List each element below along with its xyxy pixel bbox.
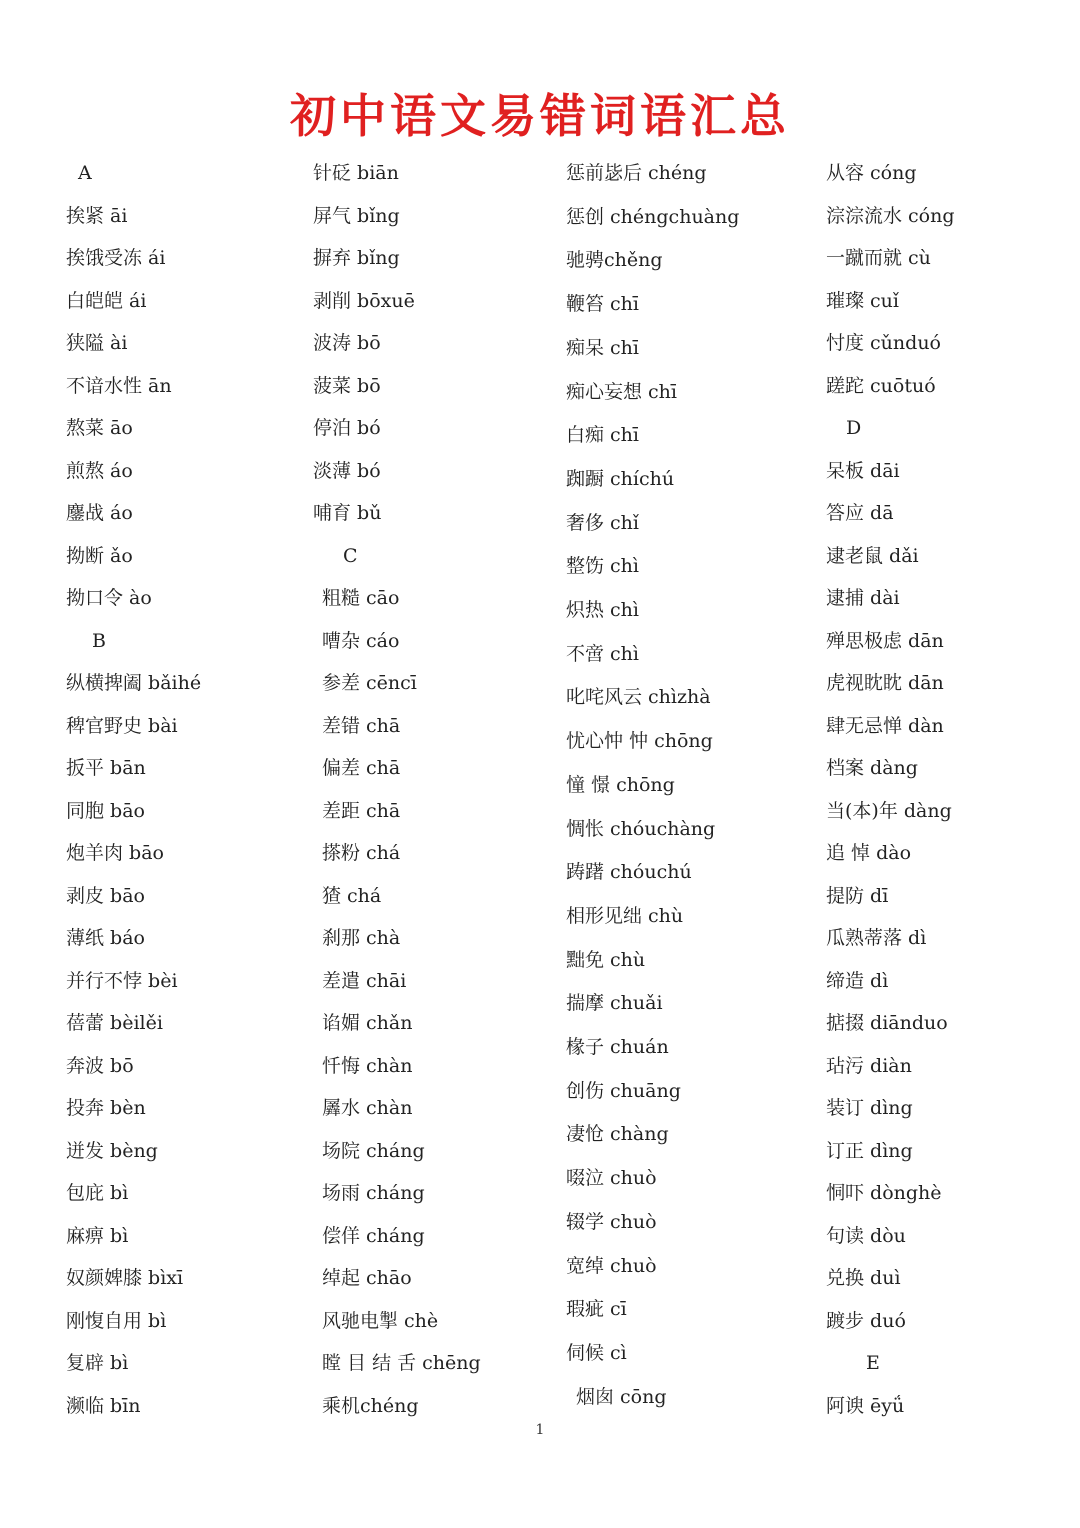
word-entry: 纵横捭阖 bǎihé: [66, 672, 202, 694]
word-entry: 伺候 cì: [566, 1341, 627, 1364]
word-entry: 惩前毖后 chéng: [566, 162, 707, 184]
word-entry: 惆怅 chóuchàng: [566, 817, 716, 840]
word-entry: 同胞 bāo: [66, 799, 145, 822]
word-entry: 黜免 chù: [566, 948, 646, 971]
word-entry: 嘈杂 cáo: [322, 629, 400, 652]
word-entry: 宽绰 chuò: [566, 1254, 657, 1277]
word-entry: 痴呆 chī: [566, 336, 639, 359]
section-letter: B: [92, 629, 106, 652]
word-entry: 档案 dàng: [826, 757, 918, 779]
word-entry: 装订 dìng: [826, 1097, 913, 1119]
word-entry: 扳平 bān: [66, 757, 146, 779]
word-entry: 谄媚 chǎn: [322, 1012, 413, 1034]
word-entry: 不啻 chì: [566, 642, 639, 665]
word-entry: 迸发 bèng: [66, 1139, 158, 1162]
word-entry: 投奔 bèn: [66, 1097, 146, 1119]
section-letter: D: [846, 417, 862, 439]
word-entry: 从容 cóng: [826, 162, 917, 184]
word-entry: 辍学 chuò: [566, 1210, 657, 1233]
page-number: 1: [535, 1422, 545, 1438]
word-entry: 忖度 cǔnduó: [826, 332, 941, 354]
word-entry: 剥削 bōxuē: [313, 289, 415, 312]
word-entry: 拗断 ǎo: [66, 544, 133, 567]
word-entry: 并行不悖 bèi: [66, 969, 178, 992]
word-entry: 熬菜 āo: [66, 417, 133, 439]
word-entry: 肆无忌惮 dàn: [826, 714, 944, 737]
word-entry: 鞭笞 chī: [566, 293, 639, 316]
word-entry: 针砭 biān: [313, 162, 399, 184]
word-entry: 烟囱 cōng: [576, 1385, 667, 1408]
word-entry: 璀璨 cuǐ: [826, 289, 899, 312]
word-entry: 答应 dā: [826, 502, 894, 524]
word-entry: 包庇 bì: [66, 1182, 129, 1204]
word-entry: 恫吓 dònghè: [826, 1182, 942, 1204]
word-entry: 场雨 cháng: [322, 1182, 425, 1204]
word-entry: 刚愎自用 bì: [66, 1309, 167, 1332]
word-entry: 忧心忡 忡 chōng: [566, 730, 713, 753]
word-entry: 风驰电掣 chè: [322, 1309, 439, 1332]
word-entry: 一蹴而就 cù: [826, 247, 931, 269]
word-entry: 当(本)年 dàng: [826, 799, 952, 822]
word-entry: 凄怆 chàng: [566, 1123, 669, 1146]
word-entry: 刹那 chà: [322, 927, 401, 949]
word-entry: 哺育 bǔ: [313, 502, 382, 524]
word-entry: 停泊 bó: [313, 417, 381, 439]
word-entry: 踌躇 chóuchú: [566, 861, 692, 884]
word-entry: 蹉跎 cuōtuó: [826, 374, 936, 397]
word-entry: 整饬 chì: [566, 555, 639, 578]
word-entry: 狭隘 ài: [66, 332, 128, 354]
word-entry: 揣摩 chuǎi: [566, 992, 663, 1015]
word-entry: 屏气 bǐng: [313, 204, 400, 227]
word-entry: 奢侈 chǐ: [566, 511, 639, 534]
word-entry: 缔造 dì: [826, 969, 889, 992]
word-entry: 波涛 bō: [313, 332, 381, 354]
word-entry: 摒弃 bǐng: [313, 247, 400, 269]
word-entry: 乘机chéng: [322, 1394, 419, 1417]
word-entry: 瑕疵 cī: [566, 1298, 627, 1321]
page-title: 初中语文易错词语汇总: [290, 89, 790, 143]
word-entry: 虎视眈眈 dān: [826, 672, 944, 694]
section-letter: A: [78, 162, 92, 184]
word-entry: 差错 chā: [322, 714, 401, 737]
word-entry: 叱咤风云 chìzhà: [566, 686, 711, 709]
section-letter: E: [866, 1352, 880, 1374]
word-entry: 麻痹 bì: [66, 1224, 129, 1247]
word-entry: 场院 cháng: [322, 1139, 425, 1162]
word-entry: 追 悼 dào: [826, 842, 912, 864]
word-entry: 搽粉 chá: [322, 842, 401, 864]
word-entry: 呆板 dāi: [826, 459, 900, 482]
word-entry: 剥皮 bāo: [66, 884, 145, 907]
word-entry: 玷污 diàn: [826, 1054, 912, 1077]
word-entry: 炮羊肉 bāo: [66, 842, 164, 864]
word-entry: 瓜熟蒂落 dì: [826, 927, 927, 949]
word-entry: 白皑皑 ái: [66, 289, 147, 312]
word-entry: 绰起 chāo: [322, 1267, 412, 1289]
word-entry: 踱步 duó: [826, 1309, 906, 1332]
word-entry: 复辟 bì: [66, 1352, 129, 1374]
word-entry: 濒临 bīn: [66, 1394, 141, 1417]
word-entry: 鏖战 áo: [66, 502, 133, 524]
word-entry: 白痴 chī: [566, 424, 639, 447]
word-entry: 句读 dòu: [826, 1224, 906, 1247]
word-entry: 奴颜婢膝 bìxī: [66, 1267, 184, 1289]
word-entry: 蓓蕾 bèilěi: [66, 1012, 163, 1034]
word-entry: 订正 dìng: [826, 1139, 913, 1162]
word-entry: 掂掇 diānduo: [826, 1012, 948, 1034]
word-entry: 稗官野史 bài: [66, 714, 178, 737]
section-letter: C: [343, 544, 358, 567]
word-entry: 创伤 chuāng: [566, 1079, 681, 1102]
word-entry: 淡薄 bó: [313, 459, 381, 482]
word-entry: 逮捕 dài: [826, 587, 900, 609]
word-entry: 殚思极虑 dān: [826, 629, 944, 652]
word-entry: 差距 chā: [322, 799, 401, 822]
word-entry: 差遣 chāi: [322, 969, 407, 992]
word-entry: 羼水 chàn: [322, 1097, 413, 1119]
word-entry: 忏悔 chàn: [322, 1054, 413, 1077]
word-entry: 奔波 bō: [66, 1054, 134, 1077]
word-entry: 阿谀 ēyǘ: [826, 1394, 905, 1417]
word-entry: 惩创 chéngchuàng: [566, 205, 740, 228]
word-entry: 拗口令 ào: [66, 587, 152, 609]
word-entry: 偿佯 cháng: [322, 1224, 425, 1247]
word-entry: 猹 chá: [322, 884, 382, 907]
word-entry: 偏差 chā: [322, 757, 401, 779]
word-entry: 菠菜 bō: [313, 374, 381, 397]
word-entry: 粗糙 cāo: [322, 587, 400, 609]
word-entry: 煎熬 áo: [66, 459, 133, 482]
word-entry: 痴心妄想 chī: [566, 380, 677, 403]
word-entry: 不谙水性 ān: [66, 374, 172, 397]
word-entry: 驰骋chěng: [566, 249, 663, 272]
word-entry: 瞠 目 结 舌 chēng: [322, 1352, 481, 1374]
word-entry: 啜泣 chuò: [566, 1167, 657, 1190]
word-entry: 提防 dī: [826, 884, 889, 907]
word-entry: 相形见绌 chù: [566, 904, 684, 927]
word-entry: 挨饿受冻 ái: [66, 247, 166, 269]
word-entry: 憧 憬 chōng: [566, 773, 675, 796]
word-entry: 炽热 chì: [566, 599, 639, 621]
word-entry: 踟蹰 chíchú: [566, 467, 675, 490]
word-entry: 椽子 chuán: [566, 1036, 669, 1058]
word-entry: 薄纸 báo: [66, 927, 145, 949]
word-entry: 淙淙流水 cóng: [826, 204, 955, 227]
word-entry: 兑换 duì: [826, 1267, 901, 1289]
word-entry: 逮老鼠 dǎi: [826, 544, 919, 567]
word-entry: 挨紧 āi: [66, 204, 128, 227]
word-entry: 参差 cēncī: [322, 672, 417, 694]
